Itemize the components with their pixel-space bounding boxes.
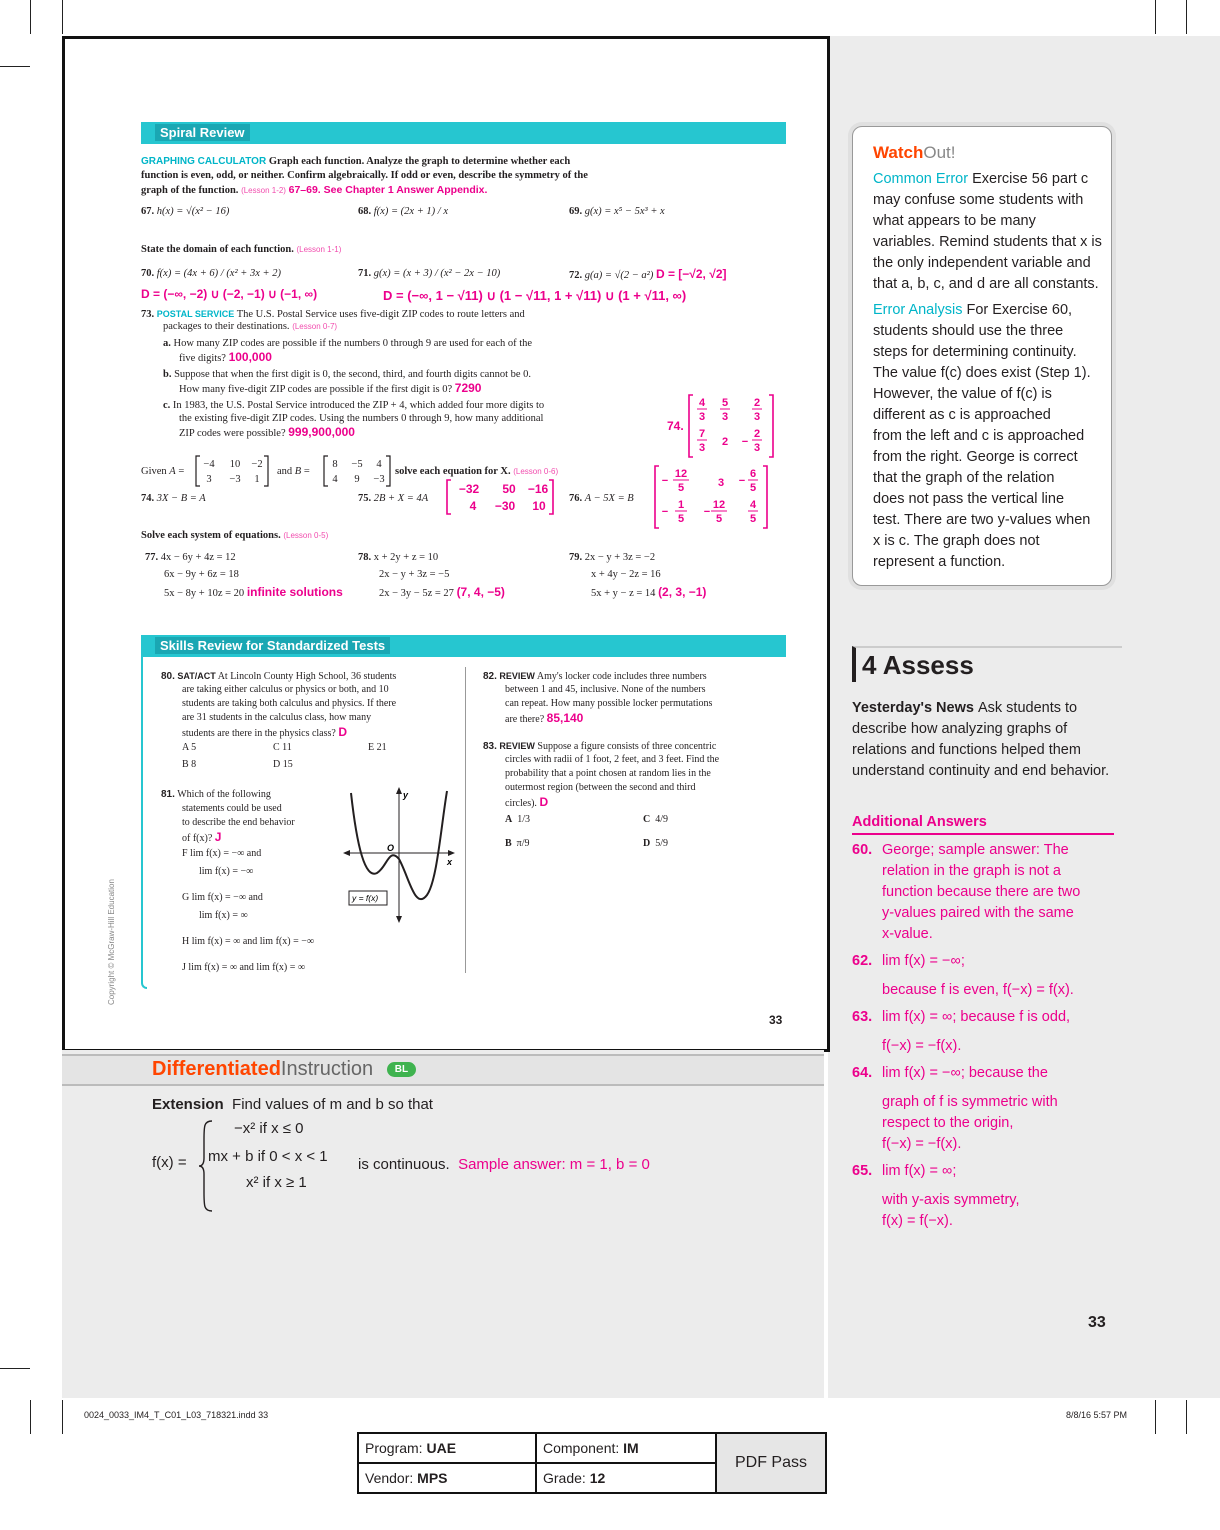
skills-divider — [465, 667, 466, 973]
student-page: Spiral Review GRAPHING CALCULATOR Graph each function. Analyze the graph to determine whether each function is even, odd, or neither. Confirm algebraically. If odd or even, describe the symmetry of the graph of the function. (Lesson 1-2) 67–69. See Chapter 1 Answer Appendix. 67. h(x) = √(x² − 16) 68. f(x) = (2x + 1) / x 69. g(x) = x⁵ − 5x³ + x State the domain of each function. (Lesson 1-1) 70. f(x) = (4x + 6) / (x² + 3x + 2) 71. g(x) = (x + 3) / (x² − 2x − 10) 72. g(a) = √(2 − a²) D = [−√2, √2] D = (−∞, −2) ∪ (−2, −1) ∪ (−1, ∞) D = (−∞, 1 − √11) ∪ (1 − √11, 1 + √11) ∪ (1 + √11, ∞) 73. POSTAL SERVICE The U.S. Postal Service uses five-digit ZIP codes to route letters and packages to their destinations. (Lesson 0-7) a. How many ZIP codes are possible if the numbers 0 through 9 are used for each of the five digits? 100,000 b. Suppose that when the first digit is 0, the second, third, and fourth digits cannot be 0. How many five-digit ZIP codes are possible if the first digit is 0? 7290 c. In 1983, the U.S. Postal Service introduced the ZIP + 4, which added four more digits to the existing five-digit ZIP codes. Using the numbers 0 through 9, how many additional ZIP codes were possible? 999,900,000 74. 4 3 5 3 2 3 7 3 2 − 2 3 Given A = −4 10 −2 3 −3 1 and B = 8 −5 4 4 9 −3 solve each equation for X. (Lesson 0-6) 74. 3X − B = A 75. 2B + X = 4A −32 50 −16 4 −30 10 76. A − 5X = B − 12 5 3 − 6 5 − 1 5 − 12 5 4 5 Solve each system of equations. (Lesson 0-5) 77. 4x − 6y + 4z = 12 6x − 9y + 6z = 18 5x − 8y + 10z = 20 infinite solutions 78. x + 2y + z = 10 2x − y + 3z = −5 2x − 3y − 5z = 27 (7, 4, −5) 79. 2x − y + 3z = −2 x + 4y − 2z = 16 5x + y − z = 14 (2, 3, −1) Skills Review for Standardized Tests 80. SAT/ACT At Lincoln County High School, 36 students are taking either calculus or physics or both, and 10 students are taking both calculus and physics. If there are 31 students in the calculus class, how many students are there in the physics class? D A 5 C 11 E 21 B 8 D 15 81. Which of the following statements could be used to describe the end behavior of f(x)? J F lim f(x) = −∞ and lim f(x) = −∞ G lim f(x) = −∞ and lim f(x) = ∞ H lim f(x) = ∞ and lim f(x) = −∞ J lim f(x) = ∞ and lim f(x) = ∞ y x O y = f(x) 82. REVIEW Amy's locker code includes three numbers between 1 and 45, inclusive. None of the numbers can repeat. How many possible locker permutations are there? 85,140 83. REVIEW Suppose a figure consists of three concentric circles with radii of 1 foot, 2 feet, and 3 feet. Find the probability that a point chosen at random lies in the outermost region (between the second and third circles). D A 1/3 C 4/9 B π/9 D 5/9 33 Copyright © McGraw-Hill Education — [62, 36, 830, 1052]
gc-text3: graph of the function. — [141, 185, 239, 196]
watch-out-title-a: Watch — [873, 143, 924, 162]
p70-expr: f(x) = (4x + 6) / (x² + 3x + 2) — [156, 268, 281, 279]
p71-expr: g(x) = (x + 3) / (x² − 2x − 10) — [373, 268, 501, 279]
error-analysis-line: Error Analysis For Exercise 60, — [873, 302, 1073, 318]
svg-text:4: 4 — [698, 397, 706, 409]
error-analysis-line: However, the value of f(c) is — [873, 386, 1052, 402]
p73c-line2: the existing five-digit ZIP codes. Using the numbers 0 through 9, how many additional — [179, 413, 544, 424]
error-analysis-line: different as c is approached — [873, 407, 1051, 423]
p73c-answer: 999,900,000 — [288, 425, 355, 439]
watch-out-title-b: Out! — [923, 143, 956, 162]
p80-answer: D — [338, 725, 348, 739]
answer-number: 63. — [852, 1009, 873, 1025]
p73-num: 73. — [141, 309, 155, 320]
svg-text:2: 2 — [753, 397, 761, 409]
p83-option-d: D — [643, 838, 651, 849]
error-analysis-line: The value f(c) does exist (Step 1). — [873, 365, 1091, 381]
grade-value: 12 — [589, 1470, 606, 1486]
p81-line1: Which of the following — [177, 789, 271, 800]
p83-option-b: B — [505, 838, 512, 849]
common-error-line: variables. Remind students that x is — [873, 234, 1102, 250]
differentiated-instruction — [62, 1050, 824, 1398]
piecewise-brace — [198, 1120, 214, 1212]
answer-number: 64. — [852, 1065, 873, 1081]
answer-line: y-values paired with the same — [882, 905, 1074, 921]
graph-function-label: y = f(x) — [352, 893, 379, 903]
p83-option-d-value: 5/9 — [655, 838, 669, 849]
p78-num: 78. — [358, 552, 372, 563]
answer-line: respect to the origin, — [882, 1115, 1014, 1131]
svg-text:3: 3 — [753, 411, 761, 423]
p67-num: 67. — [141, 206, 155, 217]
case-1: −x² if x ≤ 0 — [234, 1120, 304, 1137]
error-analysis-line: from the right. George is correct — [873, 449, 1078, 465]
pdf-pass: PDF Pass — [716, 1433, 826, 1493]
common-error-line: Common Error Exercise 56 part c — [873, 171, 1089, 187]
svg-text:2: 2 — [721, 436, 729, 448]
p83-option-a: A — [505, 814, 513, 825]
p83-line5: circles). — [505, 798, 537, 809]
yesterdays-news-line: understand continuity and end behavior. — [852, 763, 1110, 779]
p81-graph — [343, 787, 455, 923]
matrix-b — [323, 455, 391, 487]
error-analysis-line: from the left and c is approached — [873, 428, 1085, 444]
svg-text:10: 10 — [532, 499, 546, 513]
svg-text:1: 1 — [254, 474, 260, 485]
yesterdays-news-line: describe how analyzing graphs of — [852, 721, 1068, 737]
gc-label: GRAPHING CALCULATOR — [141, 156, 267, 167]
p72-answer: D = [−√2, √2] — [655, 267, 727, 281]
case-3: x² if x ≥ 1 — [246, 1174, 307, 1191]
p76-expr: A − 5X = B — [584, 493, 634, 504]
p73c-line3: ZIP codes were possible? — [179, 428, 286, 439]
gc-text1: Graph each function. Analyze the graph to determine whether each — [268, 156, 571, 167]
p73-label: POSTAL SERVICE — [156, 309, 235, 319]
svg-text:12: 12 — [674, 468, 688, 480]
svg-text:12: 12 — [712, 499, 726, 511]
svg-text:5: 5 — [715, 513, 723, 525]
given-lesson: (Lesson 0-6) — [513, 467, 559, 476]
skills-review-title: Skills Review for Standardized Tests — [155, 637, 390, 654]
p72-num: 72. — [569, 270, 583, 281]
p76-answer-matrix — [653, 464, 769, 530]
p80-label: SAT/ACT — [177, 671, 216, 681]
p82-line2: between 1 and 45, inclusive. None of the numbers — [505, 684, 706, 695]
additional-answers-title: Additional Answers — [852, 812, 1114, 835]
skills-frame — [141, 657, 147, 989]
p74-answer-label: 74. — [667, 419, 684, 433]
p73-lesson: (Lesson 0-7) — [292, 322, 338, 331]
p82-line1: Amy's locker code includes three numbers — [536, 671, 707, 682]
p77-answer: infinite solutions — [246, 585, 343, 599]
answer-line: lim f(x) = ∞; — [882, 1163, 957, 1179]
error-analysis-line: test. There are two y-values when — [873, 512, 1091, 528]
p82-line3: can repeat. How many possible locker permutations — [505, 698, 713, 709]
diff-badge: BL — [387, 1062, 416, 1077]
answer-line: f(−x) = −f(x). — [882, 1038, 962, 1054]
p77-line1: 4x − 6y + 4z = 12 — [160, 552, 236, 563]
p75-answer-matrix — [445, 479, 555, 515]
fx-label: f(x) = — [152, 1154, 187, 1171]
p69-expr: g(x) = x⁵ − 5x³ + x — [584, 206, 665, 217]
svg-text:9: 9 — [354, 474, 360, 485]
answer-number: 65. — [852, 1163, 873, 1179]
p81-line3: to describe the end behavior — [182, 817, 295, 828]
p71-num: 71. — [358, 268, 372, 279]
svg-text:4: 4 — [469, 499, 477, 513]
p80-line3: students are taking both calculus and physics. If there — [182, 698, 397, 709]
svg-text:1: 1 — [677, 499, 685, 511]
p73c-line1: In 1983, the U.S. Postal Service introduced the ZIP + 4, which added four more digits to — [172, 400, 545, 411]
file-date: 8/8/16 5:57 PM — [1066, 1410, 1128, 1420]
spiral-review-bar — [141, 122, 786, 144]
svg-text:−2: −2 — [251, 459, 263, 470]
common-error-line: what appears to be many — [873, 213, 1036, 229]
svg-text:−: − — [738, 475, 746, 487]
side-page-number: 33 — [1088, 1314, 1106, 1331]
p74-expr: 3X − B = A — [156, 493, 206, 504]
svg-text:−: − — [661, 506, 669, 518]
answer-line: graph of f is symmetric with — [882, 1094, 1058, 1110]
p72-expr: g(a) = √(2 − a²) — [584, 270, 654, 281]
p83-line3: probability that a point chosen at random lies in the — [505, 768, 711, 779]
p83-option-a-value: 1/3 — [517, 814, 531, 825]
p80-option-d: D 15 — [273, 759, 293, 770]
p75-expr: 2B + X = 4A — [373, 493, 429, 504]
p73b-line1: Suppose that when the first digit is 0, the second, third, and fourth digits cannot be 0. — [174, 369, 532, 380]
svg-text:3: 3 — [717, 477, 725, 489]
p83-answer: D — [539, 795, 549, 809]
component-label: Component: — [543, 1440, 620, 1456]
svg-text:5: 5 — [677, 513, 685, 525]
svg-text:6: 6 — [749, 468, 757, 480]
svg-text:3: 3 — [753, 442, 761, 454]
p78-answer: (7, 4, −5) — [456, 585, 505, 599]
answer-line: relation in the graph is not a — [882, 863, 1061, 879]
spiral-review-title: Spiral Review — [155, 124, 250, 141]
continuity-text: is continuous. — [358, 1156, 450, 1173]
p82-label: REVIEW — [499, 671, 535, 681]
p71-answer: D = (−∞, 1 − √11) ∪ (1 − √11, 1 + √11) ∪ (1 + √11, ∞) — [383, 288, 687, 303]
p81-option-g1: G lim f(x) = −∞ and — [182, 892, 263, 903]
p80-option-b: B 8 — [182, 759, 197, 770]
p80-line5: students are there in the physics class? — [182, 728, 336, 739]
p83-line1: Suppose a figure consists of three concentric — [537, 741, 717, 752]
p80-option-e: E 21 — [368, 742, 387, 753]
gc-answer: 67–69. See Chapter 1 Answer Appendix. — [288, 184, 488, 196]
p73-text1: The U.S. Postal Service uses five-digit ZIP codes to route letters and — [236, 309, 525, 320]
svg-text:3: 3 — [721, 411, 729, 423]
error-analysis-line: x is c. The graph does not — [873, 533, 1040, 549]
error-analysis-line: steps for determining continuity. — [873, 344, 1077, 360]
svg-text:5: 5 — [721, 397, 729, 409]
yesterdays-news-line: relations and functions helped them — [852, 742, 1081, 758]
program-label: Program: — [365, 1440, 423, 1456]
p78-line3: 2x − 3y − 5z = 27 — [379, 588, 454, 599]
svg-text:4: 4 — [376, 459, 382, 470]
p80-num: 80. — [161, 671, 175, 682]
p73b-answer: 7290 — [454, 381, 482, 395]
p81-option-j: J lim f(x) = ∞ and lim f(x) = ∞ — [182, 962, 306, 973]
svg-text:−: − — [741, 436, 749, 448]
answer-line: f(x) = f(−x). — [882, 1213, 953, 1229]
p70-num: 70. — [141, 268, 155, 279]
svg-text:5: 5 — [749, 482, 757, 494]
p81-line4: of f(x)? — [182, 833, 213, 844]
file-name: 0024_0033_IM4_T_C01_L03_718321.indd 33 — [84, 1410, 269, 1420]
error-analysis-line: does not pass the vertical line — [873, 491, 1065, 507]
case-2: mx + b if 0 < x < 1 — [208, 1148, 328, 1165]
p81-answer: J — [214, 830, 222, 844]
p79-num: 79. — [569, 552, 583, 563]
answer-line: x-value. — [882, 926, 933, 942]
p81-option-f1: F lim f(x) = −∞ and — [182, 848, 262, 859]
p80-line1: At Lincoln County High School, 36 students — [217, 671, 397, 682]
p83-label: REVIEW — [499, 741, 535, 751]
proof-table — [357, 1432, 827, 1494]
svg-text:−5: −5 — [351, 459, 363, 470]
domain-lesson: (Lesson 1-1) — [296, 245, 342, 254]
assess-title: 4 Assess — [852, 646, 1122, 682]
p73b-line2: How many five-digit ZIP codes are possible if the first digit is 0? — [179, 384, 453, 395]
component-value: IM — [623, 1440, 639, 1456]
p83-option-b-value: π/9 — [516, 838, 530, 849]
svg-text:4: 4 — [332, 474, 338, 485]
svg-text:−16: −16 — [527, 482, 549, 496]
error-analysis-line: that the graph of the relation — [873, 470, 1055, 486]
p78-line1: x + 2y + z = 10 — [373, 552, 439, 563]
gc-text2: function is even, odd, or neither. Confirm algebraically. If odd or even, describe the symmetry of the — [141, 170, 588, 181]
p83-line4: outermost region (between the second and third — [505, 782, 696, 793]
vendor-value: MPS — [417, 1470, 448, 1486]
diff-sample-answer: Sample answer: m = 1, b = 0 — [458, 1156, 650, 1173]
p80-option-c: C 11 — [273, 742, 292, 753]
given-text: solve each equation for X. — [395, 466, 511, 477]
yesterdays-news-line: Yesterday's News Ask students to — [852, 700, 1078, 716]
svg-text:10: 10 — [229, 459, 241, 470]
svg-text:4: 4 — [749, 499, 757, 511]
p81-num: 81. — [161, 789, 175, 800]
answer-line: lim f(x) = ∞; because f is odd, — [882, 1009, 1071, 1025]
p80-line4: are 31 students in the calculus class, how many — [182, 712, 372, 723]
svg-text:−3: −3 — [229, 474, 241, 485]
matrix-a — [195, 455, 269, 487]
p82-line4: are there? — [505, 714, 545, 725]
answer-number: 62. — [852, 953, 873, 969]
answer-number: 60. — [852, 842, 873, 858]
p70-answer: D = (−∞, −2) ∪ (−2, −1) ∪ (−1, ∞) — [141, 287, 318, 301]
p77-line2: 6x − 9y + 6z = 18 — [164, 569, 239, 580]
error-analysis-line: represent a function. — [873, 554, 1006, 570]
answer-line: George; sample answer: The — [882, 842, 1069, 858]
graph-y-label: y — [403, 790, 409, 800]
p68-num: 68. — [358, 206, 372, 217]
p81-option-f2: lim f(x) = −∞ — [199, 866, 254, 877]
gc-lesson: (Lesson 1-2) — [241, 186, 286, 195]
svg-text:−: − — [661, 475, 669, 487]
common-error-line: may confuse some students with — [873, 192, 1084, 208]
p80-option-a: A 5 — [182, 742, 197, 753]
p73a-answer: 100,000 — [228, 350, 272, 364]
p83-option-c-value: 4/9 — [655, 814, 669, 825]
p79-line2: x + 4y − 2z = 16 — [591, 569, 661, 580]
p77-num: 77. — [145, 552, 159, 563]
p82-answer: 85,140 — [546, 711, 584, 725]
p73a-line1: How many ZIP codes are possible if the numbers 0 through 9 are used for each of the — [173, 338, 533, 349]
p73a-line2: five digits? — [179, 353, 226, 364]
student-page-number: 33 — [769, 1013, 783, 1027]
p81-option-g2: lim f(x) = ∞ — [199, 910, 248, 921]
svg-text:−4: −4 — [203, 459, 215, 470]
p83-option-c: C — [643, 814, 651, 825]
copyright: Copyright © McGraw-Hill Education — [107, 879, 116, 1005]
p68-expr: f(x) = (2x + 1) / x — [373, 206, 448, 217]
p77-line3: 5x − 8y + 10z = 20 — [164, 588, 245, 599]
p83-num: 83. — [483, 741, 497, 752]
error-analysis-line: students should use the three — [873, 323, 1064, 339]
graph-origin: O — [387, 843, 395, 853]
svg-text:3: 3 — [698, 442, 706, 454]
svg-text:−30: −30 — [494, 499, 516, 513]
svg-text:5: 5 — [677, 482, 685, 494]
answer-line: lim f(x) = −∞; because the — [882, 1065, 1048, 1081]
svg-text:3: 3 — [206, 474, 212, 485]
svg-text:7: 7 — [698, 428, 706, 440]
p76-num: 76. — [569, 493, 583, 504]
p78-line2: 2x − y + 3z = −5 — [379, 569, 450, 580]
p74-answer-matrix — [687, 393, 775, 459]
svg-text:−3: −3 — [373, 474, 385, 485]
p67-expr: h(x) = √(x² − 16) — [156, 206, 230, 217]
common-error-line: the only independent variable and — [873, 255, 1091, 271]
svg-text:5: 5 — [749, 513, 757, 525]
p79-line3: 5x + y − z = 14 — [591, 588, 656, 599]
p74-num: 74. — [141, 493, 155, 504]
diff-title-b: Instruction — [280, 1058, 374, 1080]
error-analysis-label: Error Analysis — [873, 302, 967, 318]
p75-num: 75. — [358, 493, 372, 504]
p79-line1: 2x − y + 3z = −2 — [584, 552, 656, 563]
diff-title-a: Differentiated — [152, 1058, 281, 1080]
svg-text:2: 2 — [753, 428, 761, 440]
p83-line2: circles with radii of 1 foot, 2 feet, and 3 feet. Find the — [505, 754, 720, 765]
svg-text:−32: −32 — [458, 482, 480, 496]
p69-num: 69. — [569, 206, 583, 217]
vendor-label: Vendor: — [365, 1470, 414, 1486]
domain-heading: State the domain of each function. — [141, 244, 294, 255]
svg-text:3: 3 — [698, 411, 706, 423]
answer-line: f(−x) = −f(x). — [882, 1136, 962, 1152]
yesterdays-news-label: Yesterday's News — [852, 700, 978, 716]
answer-line: because f is even, f(−x) = f(x). — [882, 982, 1074, 998]
p80-line2: are taking either calculus or physics or both, and 10 — [182, 684, 389, 695]
systems-heading: Solve each system of equations. — [141, 530, 281, 541]
svg-text:−: − — [703, 506, 711, 518]
program-value: UAE — [426, 1440, 457, 1456]
svg-text:8: 8 — [332, 459, 338, 470]
watch-out-box — [852, 126, 1112, 586]
p79-answer: (2, 3, −1) — [658, 585, 707, 599]
svg-text:50: 50 — [502, 482, 516, 496]
grade-label: Grade: — [543, 1470, 586, 1486]
ext-text: Find values of m and b so that — [232, 1096, 433, 1113]
p73-text2: packages to their destinations. — [163, 321, 290, 332]
systems-lesson: (Lesson 0-5) — [283, 531, 329, 540]
answer-line: function because there are two — [882, 884, 1081, 900]
answer-line: lim f(x) = −∞; — [882, 953, 965, 969]
common-error-label: Common Error — [873, 171, 973, 187]
p81-line2: statements could be used — [182, 803, 282, 814]
p81-option-h: H lim f(x) = ∞ and lim f(x) = −∞ — [182, 936, 314, 947]
ext-label: Extension — [152, 1096, 224, 1113]
p82-num: 82. — [483, 671, 497, 682]
common-error-line: that a, b, c, and d are all constants. — [873, 276, 1099, 292]
graph-x-label: x — [447, 857, 453, 867]
skills-review-bar — [141, 635, 786, 657]
answer-line: with y-axis symmetry, — [882, 1192, 1020, 1208]
